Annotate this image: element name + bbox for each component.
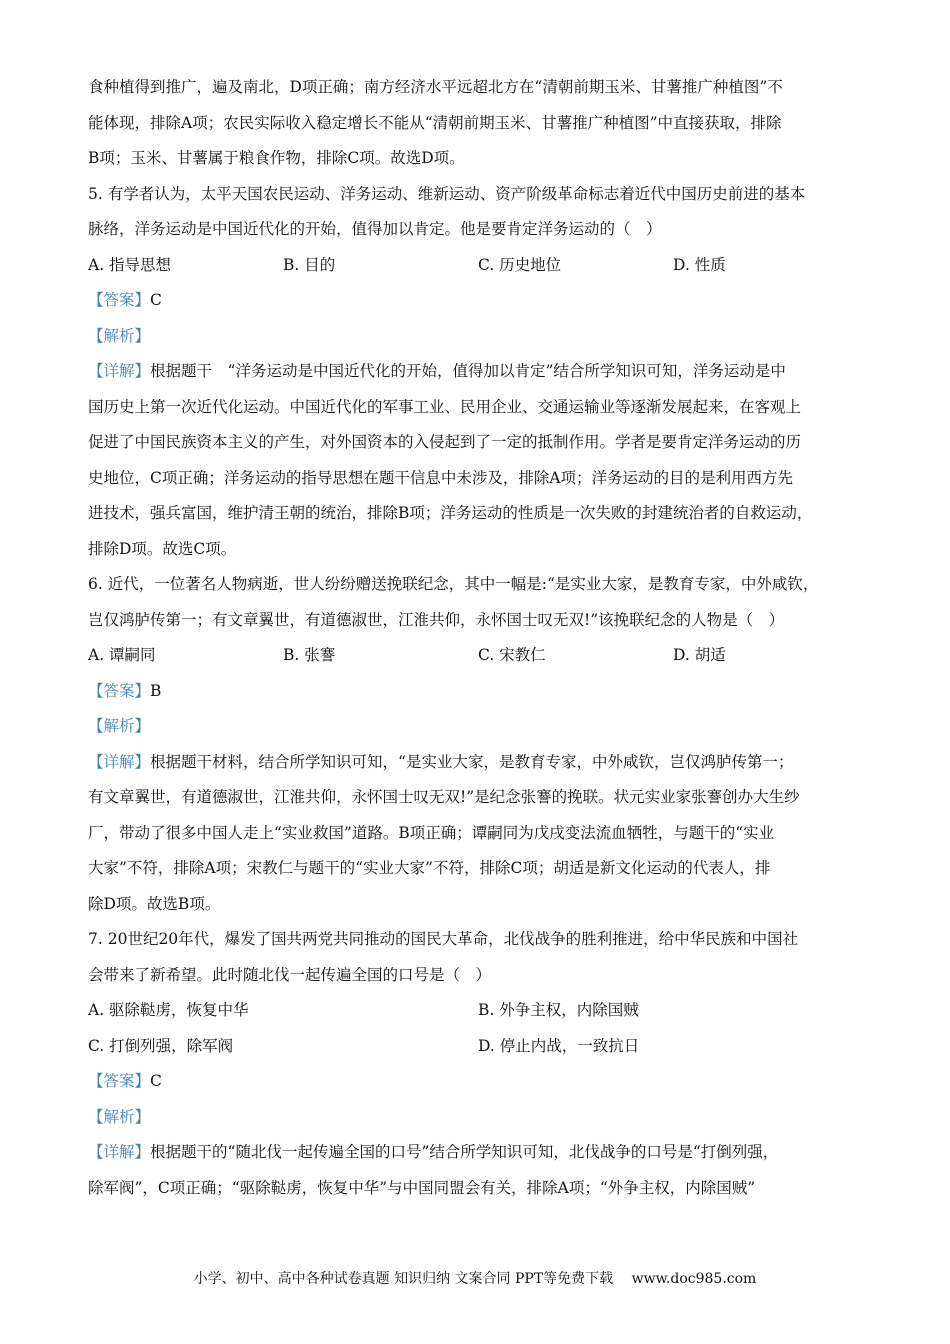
question-5-stem: 5. 有学者认为，太平天国农民运动、洋务运动、维新运动、资产阶级革命标志着近代中国历史前进的基本: [88, 184, 806, 203]
option-a: A. 指导思想: [88, 255, 172, 274]
detail-tag: 【详解】: [88, 752, 151, 771]
detail-text: 根据题干材料，结合所学知识可知，“是实业大家，是教育专家，中外咸钦，岂仅鸿胪传第一；: [150, 752, 794, 771]
answer-value: C: [150, 291, 162, 309]
option-b: B. 外争主权，内除国贼: [478, 1001, 639, 1019]
detail-text: 国历史上第一次近代化运动。中国近代化的军事工业、民用企业、交通运输业等逐渐发展起来，在客观上: [88, 397, 802, 416]
text-line: B项；玉米、甘薯属于粮食作物，排除C项。故选D项。: [88, 149, 465, 167]
question-5-stem: 脉络，洋务运动是中国近代化的开始，值得加以肯定。他是要肯定洋务运动的（ ）: [88, 220, 662, 238]
answer-line: [88, 1064, 878, 1100]
analysis-tag: 【解析】: [88, 717, 151, 735]
page-footer: 小学、初中、高中各种试卷真题 知识归纳 文案合同 PPT等免费下载 www.doc985.com: [193, 1271, 757, 1287]
option-a: A. 谭嗣同: [88, 646, 156, 664]
option-c: C. 打倒列强，除军阀: [88, 1036, 234, 1055]
detail-line: [88, 745, 878, 781]
analysis-line: [88, 319, 878, 355]
detail-line: [88, 354, 878, 390]
question-6-stem: 6. 近代，一位著名人物病逝，世人纷纷赠送挽联纪念，其中一幅是:“是实业大家，是教育专家，中外咸钦，: [88, 575, 819, 593]
detail-text: 根据题干的“随北伐一起传遍全国的口号”结合所学知识可知，北伐战争的口号是“打倒列强，: [150, 1143, 779, 1161]
detail-line: [88, 1135, 878, 1171]
text-line: 食种植得到推广，遍及南北，D项正确；南方经济水平远超北方在“清朝前期玉米、甘薯推广种植图”不: [88, 78, 783, 96]
analysis-line: [88, 1100, 878, 1136]
answer-value: C: [150, 1072, 162, 1090]
question-7-options: [88, 993, 878, 1029]
option-c: C. 宋教仁: [478, 646, 546, 664]
answer-tag: 【答案】: [88, 291, 151, 309]
detail-text: 有文章翼世，有道德淑世，江淮共仰，永怀国士叹无双!”是纪念张謇的挽联。状元实业家张謇创办大生纱: [88, 788, 800, 806]
detail-text: 除D项。故选B项。: [88, 894, 221, 913]
detail-text: 排除D项。故选C项。: [88, 539, 237, 558]
detail-text: 进技术，强兵富国，维护清王朝的统治，排除B项；洋务运动的性质是一次失败的封建统治者的自救运动，: [88, 504, 813, 522]
option-d: D. 性质: [673, 255, 726, 274]
option-d: D. 胡适: [673, 646, 726, 664]
detail-text: 促进了中国民族资本主义的产生，对外国资本的入侵起到了一定的抵制作用。学者是要肯定洋务运动的历: [88, 433, 802, 451]
detail-text: 大家”不符，排除A项；宋教仁与题干的“实业大家”不符，排除C项；胡适是新文化运动的代表人，排: [88, 859, 771, 877]
question-6-stem: 岂仅鸿胪传第一；有文章翼世，有道德淑世，江淮共仰，永怀国士叹无双!”该挽联纪念的人物是（ ）: [88, 610, 785, 629]
question-7-stem: 7. 20世纪20年代，爆发了国共两党共同推动的国民大革命，北伐战争的胜利推进，给中华民族和中国社: [88, 930, 799, 948]
document-page: [88, 70, 878, 1206]
analysis-line: [88, 709, 878, 745]
detail-text: 根据题干 “洋务运动是中国近代化的开始，值得加以肯定”结合所学知识可知，洋务运动是中: [150, 362, 786, 380]
detail-tag: 【详解】: [88, 362, 151, 380]
question-7-options: [88, 1029, 878, 1065]
analysis-tag: 【解析】: [88, 1107, 151, 1126]
answer-tag: 【答案】: [88, 681, 151, 700]
question-7-stem: 会带来了新希望。此时随北伐一起传遍全国的口号是（ ）: [88, 965, 492, 984]
detail-tag: 【详解】: [88, 1143, 151, 1161]
detail-text: 史地位，C项正确；洋务运动的指导思想在题干信息中未涉及，排除A项；洋务运动的目的是利用西方先: [88, 468, 794, 487]
answer-line: [88, 674, 878, 710]
option-a: A. 驱除鞑虏，恢复中华: [88, 1001, 249, 1019]
option-b: B. 目的: [283, 255, 336, 274]
answer-line: [88, 283, 878, 319]
detail-text: 除军阀”，C项正确；“驱除鞑虏，恢复中华”与中国同盟会有关，排除A项；“外争主权，内除国贼”: [88, 1178, 756, 1197]
question-6-options: [88, 638, 878, 674]
text-line: 能体现，排除A项；农民实际收入稳定增长不能从“清朝前期玉米、甘薯推广种植图”中直接获取，排除: [88, 113, 782, 132]
question-5-options: [88, 248, 878, 284]
detail-text: 厂，带动了很多中国人走上“实业救国”道路。B项正确；谭嗣同为戊戌变法流血牺牲，与题干的“实业: [88, 823, 775, 842]
option-b: B. 张謇: [283, 646, 336, 664]
option-c: C. 历史地位: [478, 255, 562, 274]
option-d: D. 停止内战，一致抗日: [478, 1036, 640, 1055]
answer-value: B: [150, 681, 162, 700]
answer-tag: 【答案】: [88, 1072, 151, 1090]
analysis-tag: 【解析】: [88, 326, 151, 345]
